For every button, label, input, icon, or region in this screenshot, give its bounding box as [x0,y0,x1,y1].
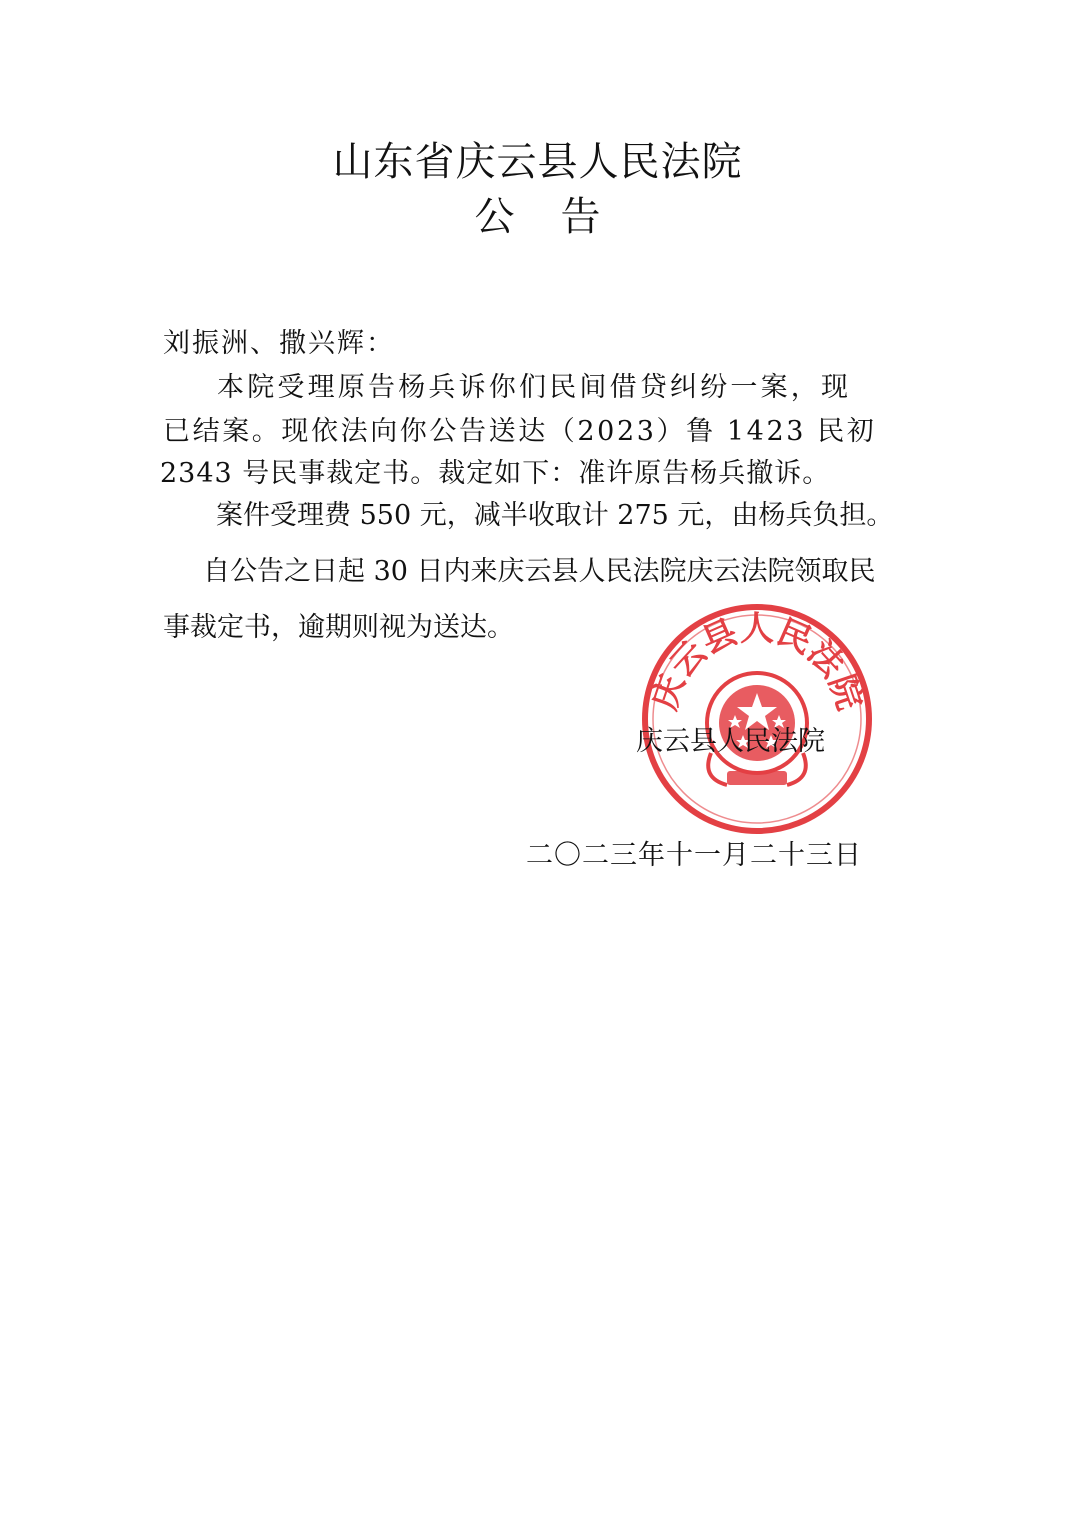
paragraph-1-line-1: 本院受理原告杨兵诉你们民间借贷纠纷一案，现 [217,372,852,403]
paragraph-3-line-2: 事裁定书，逾期则视为送达。 [163,612,514,643]
seal-text: 庆云县人民法院 [644,609,870,715]
signature-court-name: 庆云县人民法院 [636,726,825,757]
court-name-heading: 山东省庆云县人民法院 [332,139,743,185]
paragraph-2-fee: 案件受理费 550 元，减半收取计 275 元，由杨兵负担。 [216,500,894,531]
notice-heading: 公告 [474,194,647,240]
notice-date: 二〇二三年十一月二十三日 [526,840,862,871]
paragraph-1-line-2: 已结案。现依法向你公告送达（2023）鲁 1423 民初 [163,416,877,447]
paragraph-1-line-3: 2343 号民事裁定书。裁定如下：准许原告杨兵撤诉。 [160,458,831,489]
paragraph-3-line-1: 自公告之日起 30 日内来庆云县人民法院庆云法院领取民 [203,556,876,587]
court-seal-icon [641,603,873,835]
addressee-line: 刘振洲、撒兴辉： [163,328,395,359]
